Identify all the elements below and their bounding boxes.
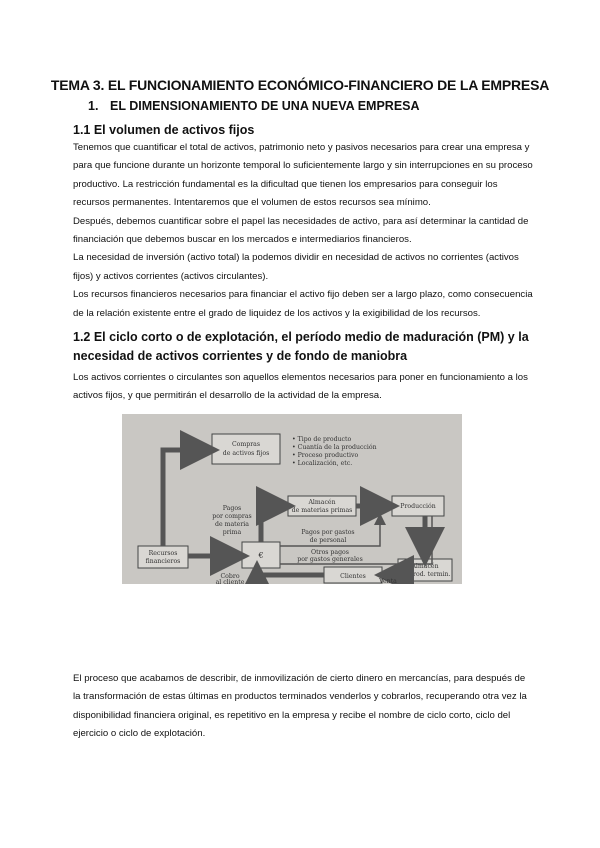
pagos-materia-label: por compras — [212, 513, 252, 520]
almacen-mp-label: de materias primas — [291, 507, 353, 514]
clientes-label: Clientes — [340, 573, 366, 580]
paragraph: El proceso que acabamos de describir, de inmovilización de cierto dinero en mercancías, para después de la transformación de estas últimas en productos terminados venderlos y cobrarlos, recuperando otra vez la disponibilidad financiera original, es repetitivo en la empresa y recibe el nombre de ciclo corto, ciclo del ejercicio o ciclo de explotación. — [73, 673, 527, 740]
paragraph: Después, debemos cuantificar sobre el papel las necesidades de activo, para así determinar la cantidad de financiación que debemos buscar en los mercados e intermediarios financieros. — [73, 215, 529, 246]
bullet-text: • Localización, etc. — [292, 460, 353, 467]
bullet-text: • Cuantía de la producción — [292, 444, 377, 451]
compras-label: Compras — [231, 441, 261, 448]
paragraph: Los recursos financieros necesarios para financiar el activo fijo deben ser a largo plazo, como consecuencia de la relación existente entre el grado de liquidez de los activos y la exigibilidad de los recursos. — [73, 289, 533, 319]
cobro-label: al cliente — [215, 579, 245, 584]
compras-box — [212, 434, 280, 464]
paragraph: La necesidad de inversión (activo total) la podemos dividir en necesidad de activos no corrientes (activos fijos) y activos corrientes (activos circulantes). — [73, 252, 519, 282]
compras-label: de activos fijos — [222, 450, 270, 457]
pagos-materia-label: prima — [222, 529, 242, 536]
otros-pagos-label: por gastos generales — [297, 556, 363, 563]
cobro-label: Cobro — [220, 573, 240, 580]
produccion-label: Producción — [400, 503, 436, 510]
bullet-text: • Tipo de producto — [292, 436, 352, 443]
paragraph: Los activos corrientes o circulantes son aquellos elementos necesarios para poner en funcionamiento a los activos fijos, y que permitirán el desarrollo de la actividad de la empresa. — [73, 372, 528, 402]
pagos-materia-label: Pagos — [222, 505, 242, 512]
venta-label: Venta — [379, 578, 397, 584]
operating-cycle-diagram — [122, 414, 462, 584]
page-title: TEMA 3. EL FUNCIONAMIENTO ECONÓMICO-FINANCIERO DE LA EMPRESA — [50, 77, 550, 93]
otros-pagos-label: Otros pagos — [311, 549, 349, 556]
subsection-1-2-body — [73, 369, 535, 406]
subsection-1-1-body — [73, 139, 535, 323]
recursos-label: financieros — [145, 558, 181, 565]
euro-symbol: € — [258, 551, 264, 560]
subsection-heading-1-2: 1.2 El ciclo corto o de explotación, el período medio de maduración (PM) y la necesidad de activos corrientes y de fondo de maniobra — [73, 330, 529, 363]
section-heading — [88, 99, 420, 113]
pagos-personal-label: de personal — [309, 537, 347, 544]
section-number: 1. — [88, 99, 99, 113]
bullet-text: • Proceso productivo — [292, 452, 359, 459]
recursos-label: Recursos — [148, 550, 178, 557]
section-title: EL DIMENSIONAMIENTO DE UNA NUEVA EMPRESA — [110, 99, 420, 113]
almacen-mp-label: Almacén — [308, 499, 336, 506]
pagos-materia-label: de materia — [215, 521, 249, 528]
diagram-svg — [122, 414, 462, 584]
almacen-pt-label: Almacén — [411, 563, 439, 570]
pagos-personal-label: Pagos por gastos — [301, 529, 355, 536]
subsection-heading-1-1: 1.1 El volumen de activos fijos — [73, 123, 255, 137]
almacen-pt-label: de prod. termin. — [399, 571, 451, 578]
paragraph: Tenemos que cuantificar el total de activos, patrimonio neto y pasivos necesarios para crear una empresa y para que funcione durante un horizonte temporal lo suficientemente largo y sin interrupciones en su proceso productivo. La restricción fundamental es la dificultad que tienen los empresarios para conseguir los recursos permanentes. Intentaremos que el volumen de estos recursos sea mínimo. — [73, 142, 533, 209]
closing-paragraph — [73, 670, 535, 744]
